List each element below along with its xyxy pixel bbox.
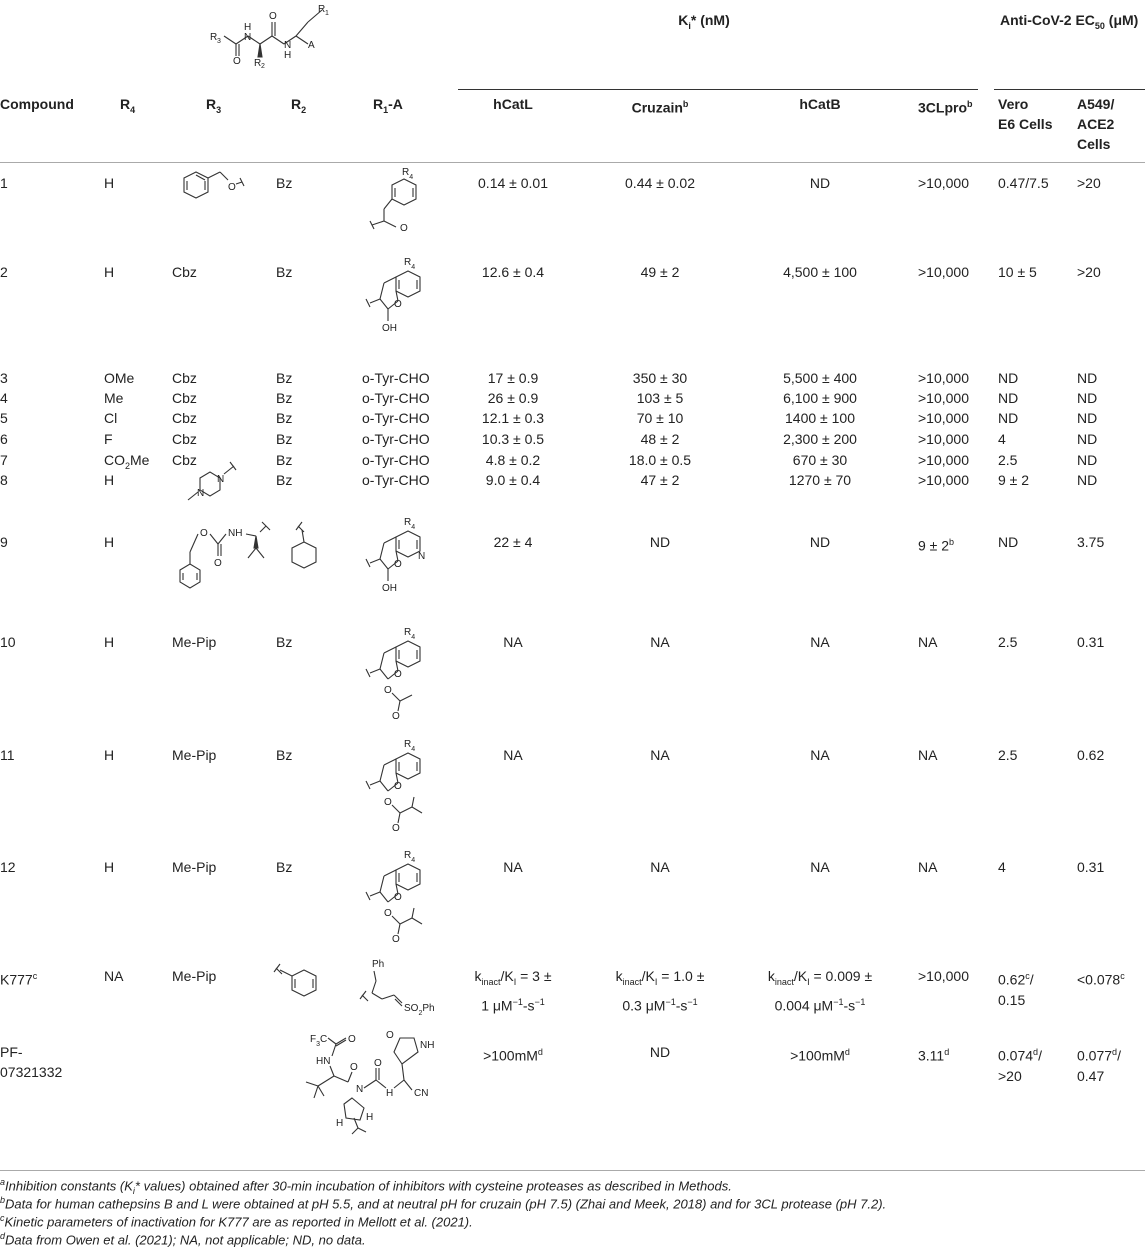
cell-cruzain: 47 ± 2 [640,472,680,488]
cell-3clpro: >10,000 [918,968,969,984]
cell-clpro: NA [918,634,938,650]
cell-r2: Bz [276,431,293,447]
col-compound: Compound [0,96,74,112]
cell-compound: 8 [0,472,8,488]
cell-a549: ND [1077,390,1098,406]
col-hcatl: hCatL [493,96,533,112]
cell-cruzain: NA [650,859,670,875]
cell-r2: Bz [276,390,293,406]
cell-cruzain: $k_{inact}/K_I = 1.0$ ± 0.3 $\mu M^{-1}-s^{-1}$ [615,968,705,1014]
cell-r3: Cbz [172,452,197,468]
cell-hcatb: 1270 ± 70 [788,472,852,488]
scaffold-r3-sub: 3 [217,38,221,45]
footnote-rule [0,1170,1145,1171]
oxygen-label: O [392,711,400,722]
cell-r3: Cbz [172,370,197,386]
vinyl-sulfone-structure [352,955,462,1015]
cell-vero: ND [998,370,1019,386]
r4-label: $R_4$ [404,517,416,531]
cell-hcatl: $>100mM^d$ [483,1047,543,1064]
cell-vero: ND [998,534,1019,550]
cell-r3: Cbz [172,410,197,426]
benzyl-structure [272,958,332,1008]
scaffold-h2: H [284,50,292,61]
cell-hcatl: NA [503,747,523,763]
oxygen-label: O [214,558,222,569]
r4-label: $R_4$ [404,627,416,641]
r4-label: $R_4$ [404,739,416,753]
cell-hcatl: 17 ± 0.9 [487,370,539,386]
r4-label: $R_4$ [404,850,416,864]
scaffold-n2: N [284,40,292,51]
chromane-isobutyrate-structure-12 [352,848,432,948]
oxygen-label: O [400,223,408,234]
cell-r1a: o-Tyr-CHO [362,472,430,488]
cell-hcatb: ND [809,175,831,191]
oxygen-label: O [228,182,236,193]
col-r1a: $R_1-A$ [373,96,403,115]
cell-a549: >20 [1077,264,1101,280]
hydroxyl-label: OH [382,583,397,594]
cell-clpro: >10,000 [918,370,969,386]
cell-r4: H [104,264,115,280]
cell-cruzain: 49 ± 2 [640,264,680,280]
cell-a549: 0.31 [1077,634,1105,650]
cell-hcatb: $k_{inact}/K_I = 0.009$ ± 0.004 $\mu M^{-1}-s^{-1}$ [767,968,873,1014]
footnote-d: $^d$Data from Owen et al. (2021); NA, not applicable; ND, no data. [0,1231,366,1248]
cell-hcatb: NA [810,859,830,875]
cell-r1a: o-Tyr-CHO [362,370,430,386]
so2ph-label: $SO_2Ph$ [404,1003,435,1017]
cell-compound: 6 [0,431,8,447]
cell-r2: Bz [276,410,293,426]
cell-vero: 4 [998,859,1006,875]
cell-a549: ND [1077,410,1098,426]
scaffold-r1-sub: 1 [325,10,329,17]
cell-hcatl: 9.0 ± 0.4 [485,472,541,488]
footnote-b: $^b$Data for human cathepsins B and L were obtained at pH 5.5, and at neutral pH for cruzain (pH 7.5) (Zhai and Meek, 2018) and for 3CL protease (pH 7.2). [0,1195,887,1212]
cell-cruzain: ND [649,534,671,550]
oxygen-label: O [374,1058,382,1069]
cell-r4: H [104,634,115,650]
cell-r2: Bz [276,452,293,468]
col-r4: $R_4$ [120,96,136,115]
cell-vero: ND [998,410,1019,426]
oxygen-label: O [394,892,402,903]
cell-cruzain: NA [650,634,670,650]
cell-hcatl: 12.6 ± 0.4 [481,264,545,280]
cell-r3: Me-Pip [172,747,217,763]
cell-vero: 2.5 [998,452,1018,468]
cell-hcatb: $>100mM^d$ [790,1047,850,1064]
oxygen-label: O [392,934,400,945]
cell-cruzain: 18.0 ± 0.5 [628,452,692,468]
scaffold-o1: O [269,11,277,22]
h-label: H [336,1118,344,1129]
cell-vero: ND [998,390,1019,406]
cell-clpro: >10,000 [918,410,969,426]
cell-r3: Cbz [172,264,197,280]
cell-hcatl: NA [503,634,523,650]
cell-compound: 1 [0,175,8,191]
cell-compound: 10 [0,634,16,650]
cell-hcatb: 4,500 ± 100 [783,264,857,280]
nitrile-label: CN [414,1088,429,1099]
cell-r4: H [104,472,115,488]
cell-hcatl: 0.14 ± 0.01 [478,175,548,191]
cell-a549: <0.078$^c$ [1077,971,1125,988]
cell-vero: 10 ± 5 [998,264,1037,280]
cell-r4: F [104,431,113,447]
cell-clpro: $9 \pm 2^b$ [918,537,955,554]
scaffold-r2-sub: 2 [261,63,265,70]
cell-clpro: >10,000 [918,472,969,488]
cell-a549: 0.31 [1077,859,1105,875]
cell-hcatb: 670 ± 30 [792,452,848,468]
h-label: H [366,1112,374,1123]
nitrogen-label: N [356,1084,364,1095]
r4-label: $R_4$ [404,257,416,271]
lactam-nh-label: NH [420,1040,435,1051]
cyclohexylmethyl-structure [280,520,340,590]
cell-a549: 0.077$^d$/ 0.47 [1077,1047,1121,1084]
cell-cruzain: ND [649,1044,671,1060]
cell-r3: Me-Pip [172,634,217,650]
oxygen-label: O [200,528,208,539]
col-vero: Vero E6 Cells [998,96,1053,132]
oxygen-label: O [394,669,402,680]
cell-hcatl: $k_{inact}/K_I = 3$ ± 1 $\mu M^{-1}-s^{-1}$ [474,968,552,1014]
cell-a549: ND [1077,370,1098,386]
cell-a549: ND [1077,452,1098,468]
cell-r2: Bz [276,472,293,488]
col-a549: A549/ ACE2 Cells [1077,96,1115,152]
phenyl-label: Ph [372,959,385,970]
cell-r4: H [104,175,115,191]
cell-hcatl: 12.1 ± 0.3 [481,410,545,426]
cell-cruzain: 48 ± 2 [640,431,680,447]
cell-clpro: NA [918,747,938,763]
cell-compound: 3 [0,370,8,386]
cell-compound: K777$^c$ [0,971,38,988]
cell-compound: 9 [0,534,8,550]
methylpiperazine-structure [180,458,250,508]
cell-clpro: >10,000 [918,452,969,468]
oxygen-label: O [386,1030,394,1041]
oxygen-label: O [384,908,392,919]
r4-label: $R_4$ [402,167,414,181]
hydroxyl-label: OH [382,323,397,334]
cell-clpro: >10,000 [918,431,969,447]
cell-hcatl: 4.8 ± 0.2 [485,452,541,468]
scaffold-n1: N [244,32,252,43]
nh-label: NH [228,528,243,539]
cell-clpro: NA [918,859,938,875]
cell-vero: 2.5 [998,634,1018,650]
nitrogen-label: N [217,474,225,485]
cell-cruzain: 70 ± 10 [636,410,684,426]
cell-vero: 0.47/7.5 [998,175,1049,191]
col-r2: $R_2$ [291,96,307,115]
nirmatrelvir-structure [294,1030,454,1130]
oxygen-label: O [384,685,392,696]
cell-r1a: o-Tyr-CHO [362,410,430,426]
hn-label: HN [316,1056,331,1067]
cell-r4: H [104,534,115,550]
nitrogen-label: N [197,488,205,499]
cell-r2: Bz [276,264,293,280]
cell-r2: Bz [276,175,293,191]
oxygen-label: O [394,299,402,310]
oxygen-label: O [384,797,392,808]
cell-r4: NA [104,968,124,984]
cell-r3: Cbz [172,390,197,406]
header-rule [0,162,1145,163]
cell-vero: 0.074$^d$/ >20 [998,1047,1042,1084]
nitrogen-label: N [418,551,426,562]
cell-3clpro: 3.11$^d$ [918,1047,950,1064]
cell-r4: OMe [104,370,135,386]
cell-clpro: >10,000 [918,264,969,280]
cell-compound: 11 [0,747,15,763]
phenylalaninal-structure [352,165,432,240]
cell-r2: Bz [276,747,293,763]
cell-r4: Me [104,390,124,406]
cell-vero: 9 ± 2 [998,472,1030,488]
f3c-label: $F_3C$ [310,1034,328,1048]
cell-r1a: o-Tyr-CHO [362,452,430,468]
cell-hcatl: 26 ± 0.9 [487,390,539,406]
cell-compound: 4 [0,390,8,406]
cell-compound: 5 [0,410,8,426]
cell-cruzain: 103 ± 5 [636,390,684,406]
footnote-c: $^c$Kinetic parameters of inactivation for K777 are as reported in Mellott et al. (2021). [0,1213,473,1230]
cell-hcatl: 22 ± 4 [493,534,533,550]
scaffold-r1: R [318,4,326,15]
cell-r2: Bz [276,634,293,650]
cell-clpro: >10,000 [918,390,969,406]
cell-r1a: o-Tyr-CHO [362,390,430,406]
cell-hcatb: 6,100 ± 900 [783,390,857,406]
cell-r3: Me-Pip [172,859,217,875]
scaffold-a: A [308,40,315,51]
cell-cruzain: 350 ± 30 [632,370,688,386]
cell-r3: Me-Pip [172,968,217,984]
footnote-a: $^a$Inhibition constants ($K_i*$ values) obtained after 30-min incubation of inhibitors with cysteine proteases as described in Methods. [0,1177,732,1196]
benzyloxy-structure [170,168,250,210]
col-3clpro: 3CLpro$^b$ [918,99,973,116]
cell-a549: 0.62 [1077,747,1105,763]
ki-group-rule [458,89,978,90]
col-r3: $R_3$ [206,96,222,115]
cell-cruzain: 0.44 ± 0.02 [625,175,695,191]
cell-vero: 0.62$^c$/ 0.15 [998,971,1034,1008]
ec50-group-header: Anti-CoV-2 $EC_{50}$ (μM) [1000,12,1139,31]
chromane-isobutyrate-structure-11 [352,737,432,837]
scaffold-structure [200,2,340,70]
cell-compound: 12 [0,859,16,875]
oxygen-label: O [348,1034,356,1045]
cell-compound: PF- 07321332 [0,1044,63,1080]
cell-r4: $CO_2Me$ [104,452,150,471]
scaffold-o2: O [233,56,241,67]
scaffold-r3: R [210,32,218,43]
h-label: H [386,1088,394,1099]
cell-compound: 7 [0,452,8,468]
cell-r2: Bz [276,370,293,386]
cell-a549: 3.75 [1077,534,1105,550]
chromane-acetate-structure [352,625,432,720]
col-cruzain: Cruzain$^b$ [631,99,689,116]
oxygen-label: O [392,823,400,834]
cell-cruzain: NA [650,747,670,763]
cell-hcatb: 5,500 ± 400 [783,370,857,386]
ki-group-header: $K_i*$ (nM) [678,12,730,31]
ec50-group-rule [994,89,1145,90]
cell-hcatl: NA [503,859,523,875]
cell-compound: 2 [0,264,8,280]
cell-r4: H [104,859,115,875]
cell-hcatb: ND [809,534,831,550]
cell-r1a: o-Tyr-CHO [362,431,430,447]
scaffold-r2: R [254,58,262,69]
cell-hcatb: 2,300 ± 200 [783,431,857,447]
cell-hcatb: NA [810,634,830,650]
cell-r3: Cbz [172,431,197,447]
cell-hcatb: 1400 ± 100 [785,410,855,426]
cbz-valine-structure [166,512,276,597]
cell-vero: 4 [998,431,1006,447]
oxygen-label: O [394,781,402,792]
cell-r4: H [104,747,115,763]
col-hcatb: hCatB [799,96,841,112]
oxygen-label: O [394,559,402,570]
chromanol-structure [352,255,432,340]
cell-hcatl: 10.3 ± 0.5 [481,431,545,447]
cell-r4: Cl [104,410,118,426]
aza-chromanol-structure [352,515,442,600]
cell-a549: >20 [1077,175,1101,191]
cell-hcatb: NA [810,747,830,763]
cell-r2: Bz [276,859,293,875]
oxygen-label: O [350,1062,358,1073]
cell-a549: ND [1077,431,1098,447]
cell-a549: ND [1077,472,1098,488]
scaffold-h1: H [244,22,252,33]
cell-clpro: >10,000 [918,175,969,191]
cell-vero: 2.5 [998,747,1018,763]
